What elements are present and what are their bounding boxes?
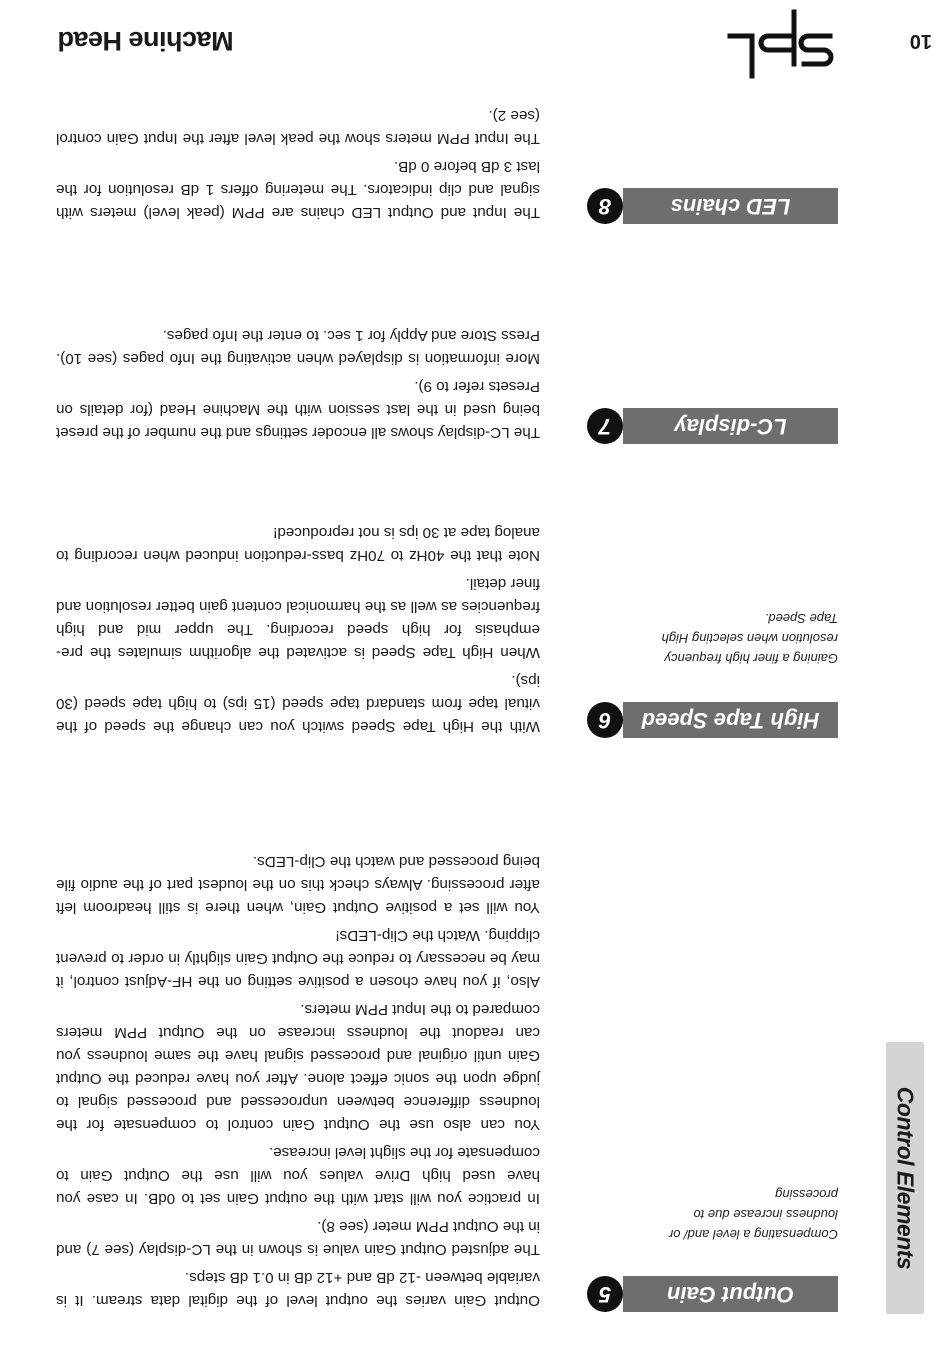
section-title: LC-display (623, 408, 838, 444)
section-body (56, 319, 540, 444)
paragraph: In practice you will start with the output Gain set to 0dB. In case you have used high Drive values you will use the Output Gain to compensate for the slight level increase. (56, 1144, 540, 1207)
section-title: LED chains (623, 188, 838, 224)
paragraph: More information is displayed when activating the Info pages (see 10). Press Store and Apply for 1 sec. to enter the Info pages. (56, 327, 540, 367)
spl-logo (723, 8, 838, 80)
paragraph: The adjusted Output Gain value is shown in the LC-display (see 7) and in the Output PPM meter (see 8). (56, 1218, 540, 1258)
paragraph: You can also use the Output Gain control to compensate for the loudness difference between unprocessed and processed signal to judge upon the sonic effect alone. After you have reduced the Output Gain until original and processed signal have the same loudness you can readout the loudness increase on the Output PPM meters compared to the Input PPM meters. (56, 1001, 540, 1133)
section-title: Output Gain (623, 1276, 838, 1312)
paragraph: The Input PPM meters show the peak level after the Input Gain control (see 2). (56, 107, 540, 147)
paragraph: With the High Tape Speed switch you can change the speed of the vitual tape from standard tape speed (15 ips) to high tape speed (30 ips). (56, 672, 540, 735)
paragraph: Output Gain varies the output level of the digital data stream. It is variable between -12 dB and +12 dB in 0.1 dB steps. (56, 1269, 540, 1309)
paragraph: When High Tape Speed is activated the algorithm simulates the pre-emphasis for high speed recording. The upper mid and high frequencies as well as the harmonical content gain better resolution and finer detail. (56, 575, 540, 661)
paragraph: The Input and Output LED chains are PPM (peak level) meters with signal and clip indicators. The metering offers 1 dB resolution for the last 3 dB before 0 dB. (56, 158, 540, 221)
running-title: Machine Head (58, 26, 234, 56)
section-number: 6 (587, 702, 623, 738)
section-number: 8 (587, 188, 623, 224)
section-body (56, 516, 540, 738)
paragraph: The LC-display shows all encoder settings and the number of the preset being used in the last session with the Machine Head (for details on Presets refer to 9). (56, 378, 540, 441)
section-number: 7 (587, 408, 623, 444)
side-tab (886, 1042, 924, 1314)
section-body (56, 99, 540, 224)
section-number: 5 (587, 1276, 623, 1312)
side-tab-label: Control Elements (892, 1086, 919, 1270)
paragraph: Note that the 40Hz to 70Hz bass-reduction induced when recording to analog tape at 30 ips is not reproduced! (56, 524, 540, 564)
paragraph: You will set a positive Output Gain, when there is still headroom left after processing. Always check this on the loudest part of the audio file being processed and watch the Clip-LEDs. (56, 853, 540, 916)
margin-note: Compensating a level and/ or loudness increase due to processing (668, 1187, 838, 1242)
page-number: 10 (909, 30, 932, 52)
margin-note: Gaining a finer high frequency resolution when selecting High Tape Speed. (661, 611, 838, 666)
section-body (56, 845, 540, 1312)
paragraph: Also, if you have chosen a positive setting on the HF-Adjust control, it may be necessary to reduce the Output Gain slightly in order to prevent clipping. Watch the Clip-LEDs! (56, 927, 540, 990)
section-title: High Tape Speed (623, 702, 838, 738)
